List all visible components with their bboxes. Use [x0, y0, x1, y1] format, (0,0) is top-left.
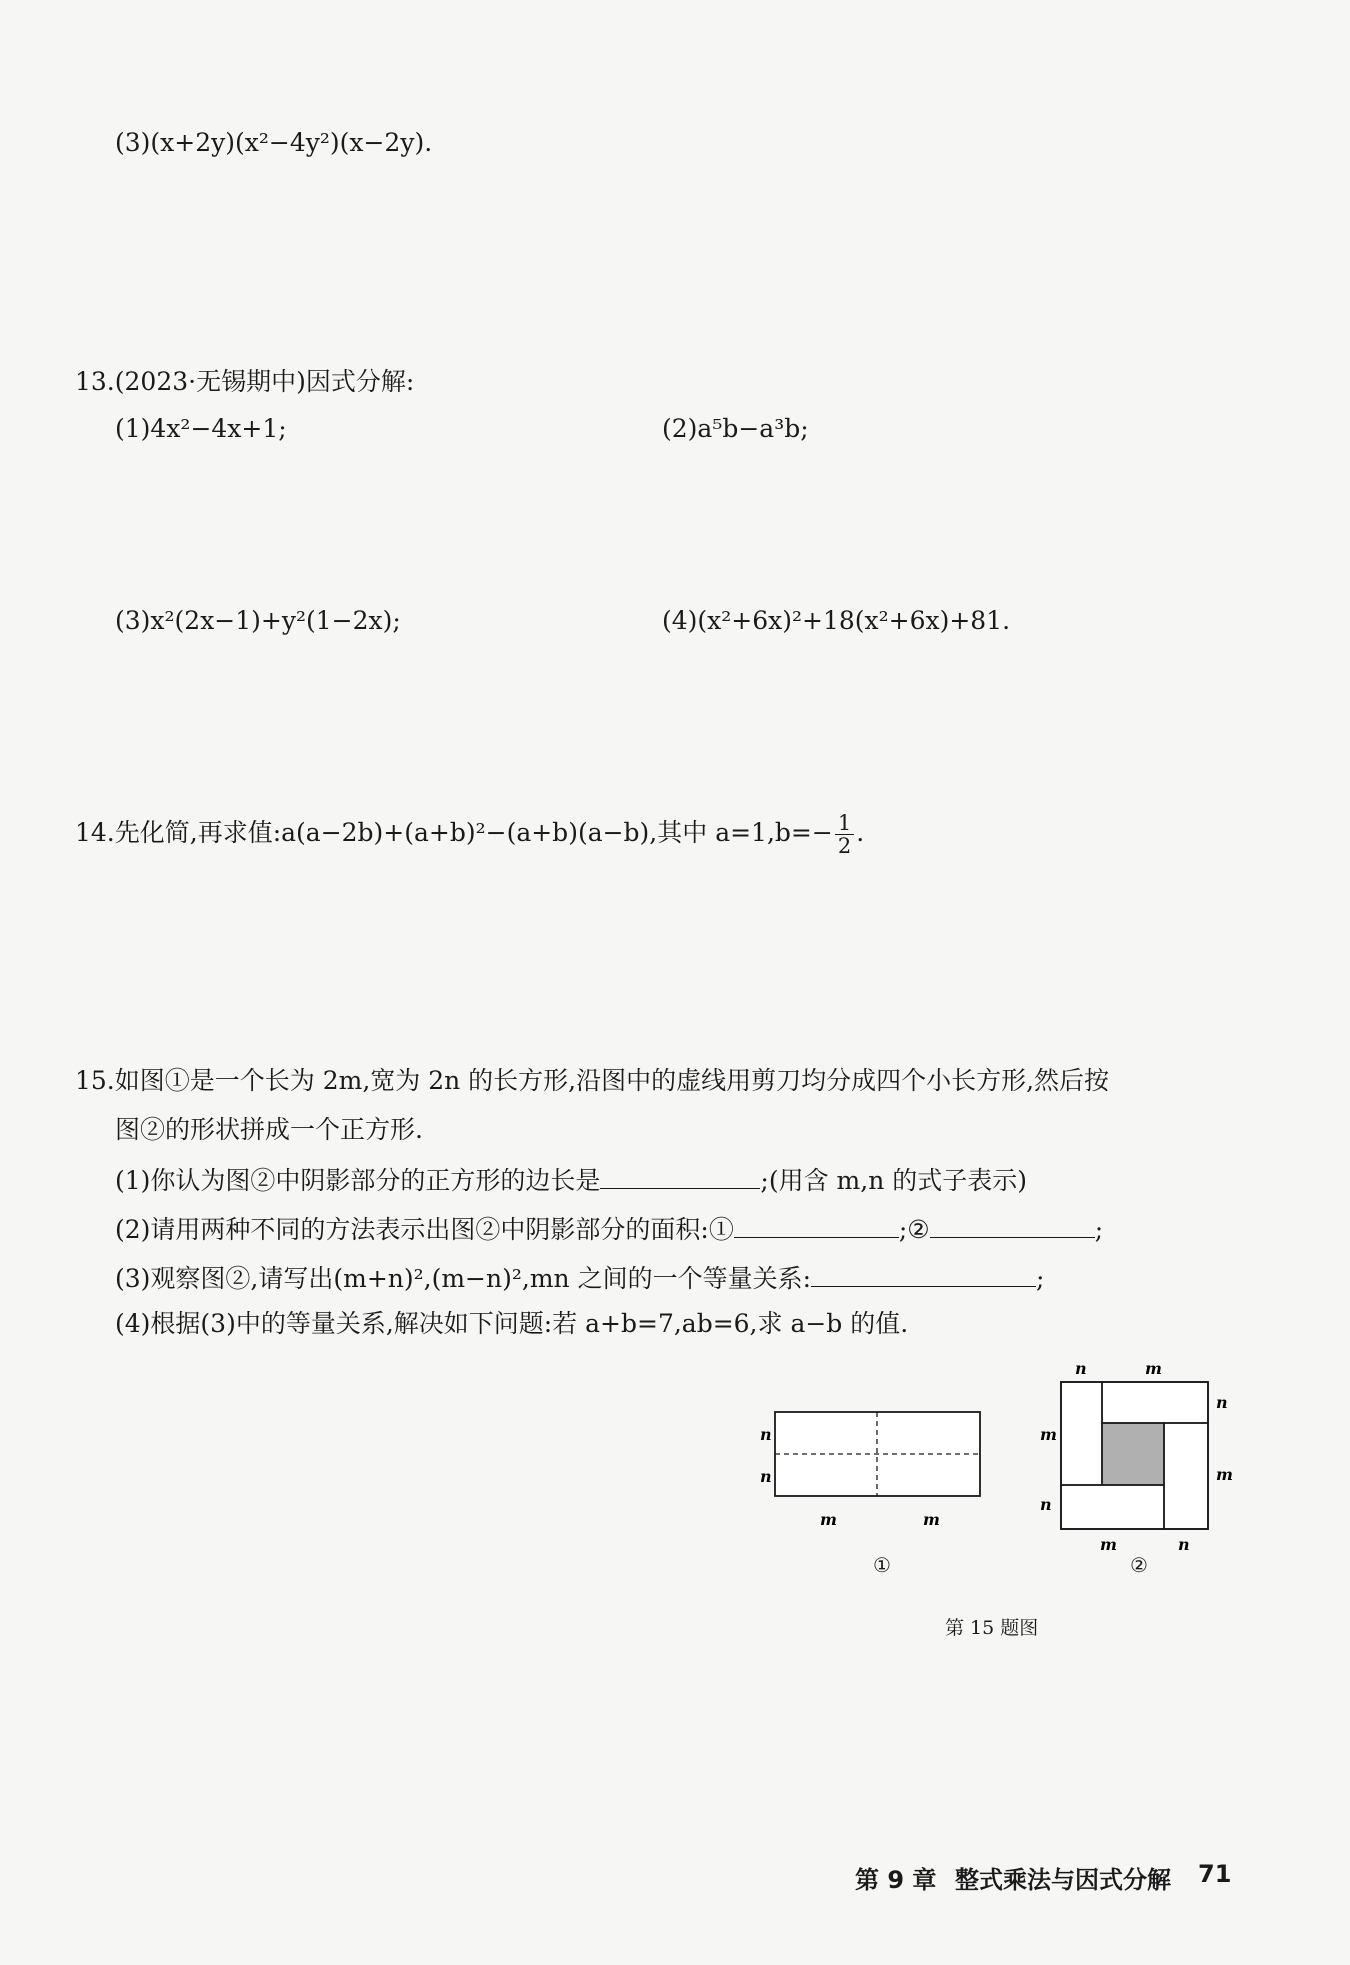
q15-part2-mid: ;② — [898, 1215, 930, 1244]
fig1-label-m-right: m — [923, 1510, 940, 1529]
fig2-label-n-top: n — [1075, 1360, 1087, 1378]
q15-part2-post: ; — [1094, 1215, 1104, 1244]
q14-main: 14.先化简,再求值:a(a−2b)+(a+b)²−(a+b)(a−b),其中 a=1,b=− — [75, 818, 833, 847]
fig1-label-m-left: m — [820, 1510, 837, 1529]
fig1-label-n-bottom: n — [760, 1467, 772, 1486]
q15-part3 — [115, 1260, 1044, 1296]
q13-part3: (3)x²(2x−1)+y²(1−2x); — [115, 606, 401, 635]
fig2-label-n-right: n — [1216, 1393, 1228, 1412]
q13-part1: (1)4x²−4x+1; — [115, 414, 287, 443]
figure-1-rectangle — [755, 1400, 1005, 1540]
fig1-number-label: ① — [873, 1553, 891, 1577]
footer-title: 整式乘法与因式分解 — [955, 1866, 1171, 1894]
q15-line2: 图②的形状拼成一个正方形. — [115, 1115, 423, 1144]
q15-part1-blank[interactable] — [600, 1162, 760, 1189]
fig2-label-m-right: m — [1216, 1465, 1233, 1484]
q15-line1: 15.如图①是一个长为 2m,宽为 2n 的长方形,沿图中的虚线用剪刀均分成四个小长方形,然后按 — [75, 1066, 1110, 1095]
q14-fraction — [835, 812, 854, 857]
q15-part2-blank2[interactable] — [930, 1211, 1095, 1238]
fig2-label-n-left: n — [1040, 1495, 1052, 1514]
q15-part1 — [115, 1162, 1027, 1198]
q12-part3: (3)(x+2y)(x²−4y²)(x−2y). — [115, 128, 433, 157]
q13-header: 13.(2023·无锡期中)因式分解: — [75, 367, 415, 396]
q14-frac-num: 1 — [835, 812, 854, 835]
q15-part2-pre: (2)请用两种不同的方法表示出图②中阴影部分的面积:① — [115, 1215, 734, 1244]
q15-part1-post: ;(用含 m,n 的式子表示) — [760, 1166, 1027, 1195]
figure-2-square — [1030, 1360, 1245, 1560]
q13-part2: (2)a⁵b−a³b; — [662, 414, 809, 443]
q15-part3-blank[interactable] — [811, 1260, 1036, 1287]
q15-part2 — [115, 1211, 1103, 1247]
q15-part2-blank1[interactable] — [734, 1211, 899, 1238]
fig2-shaded-square — [1102, 1423, 1164, 1485]
q15-part3-pre: (3)观察图②,请写出(m+n)²,(m−n)²,mn 之间的一个等量关系: — [115, 1264, 811, 1293]
q15-part3-post: ; — [1036, 1264, 1045, 1293]
footer-chapter: 第 9 章 — [855, 1866, 937, 1894]
q14-frac-den: 2 — [837, 834, 852, 858]
figure-caption: 第 15 题图 — [945, 1617, 1039, 1639]
q15-part4: (4)根据(3)中的等量关系,解决如下问题:若 a+b=7,ab=6,求 a−b 的值. — [115, 1309, 909, 1338]
fig2-label-m-left: m — [1040, 1425, 1057, 1444]
fig2-label-n-bottom: n — [1178, 1535, 1190, 1554]
q14-end: . — [856, 818, 865, 847]
q13-part4: (4)(x²+6x)²+18(x²+6x)+81. — [662, 606, 1011, 635]
q15-part1-pre: (1)你认为图②中阴影部分的正方形的边长是 — [115, 1166, 601, 1195]
fig2-label-m-bottom: m — [1100, 1535, 1117, 1554]
fig2-number-label: ② — [1130, 1553, 1148, 1577]
q14-text — [75, 812, 864, 857]
fig2-label-m-top: m — [1145, 1360, 1162, 1378]
fig1-label-n-top: n — [760, 1425, 772, 1444]
page-number: 71 — [1198, 1860, 1232, 1888]
